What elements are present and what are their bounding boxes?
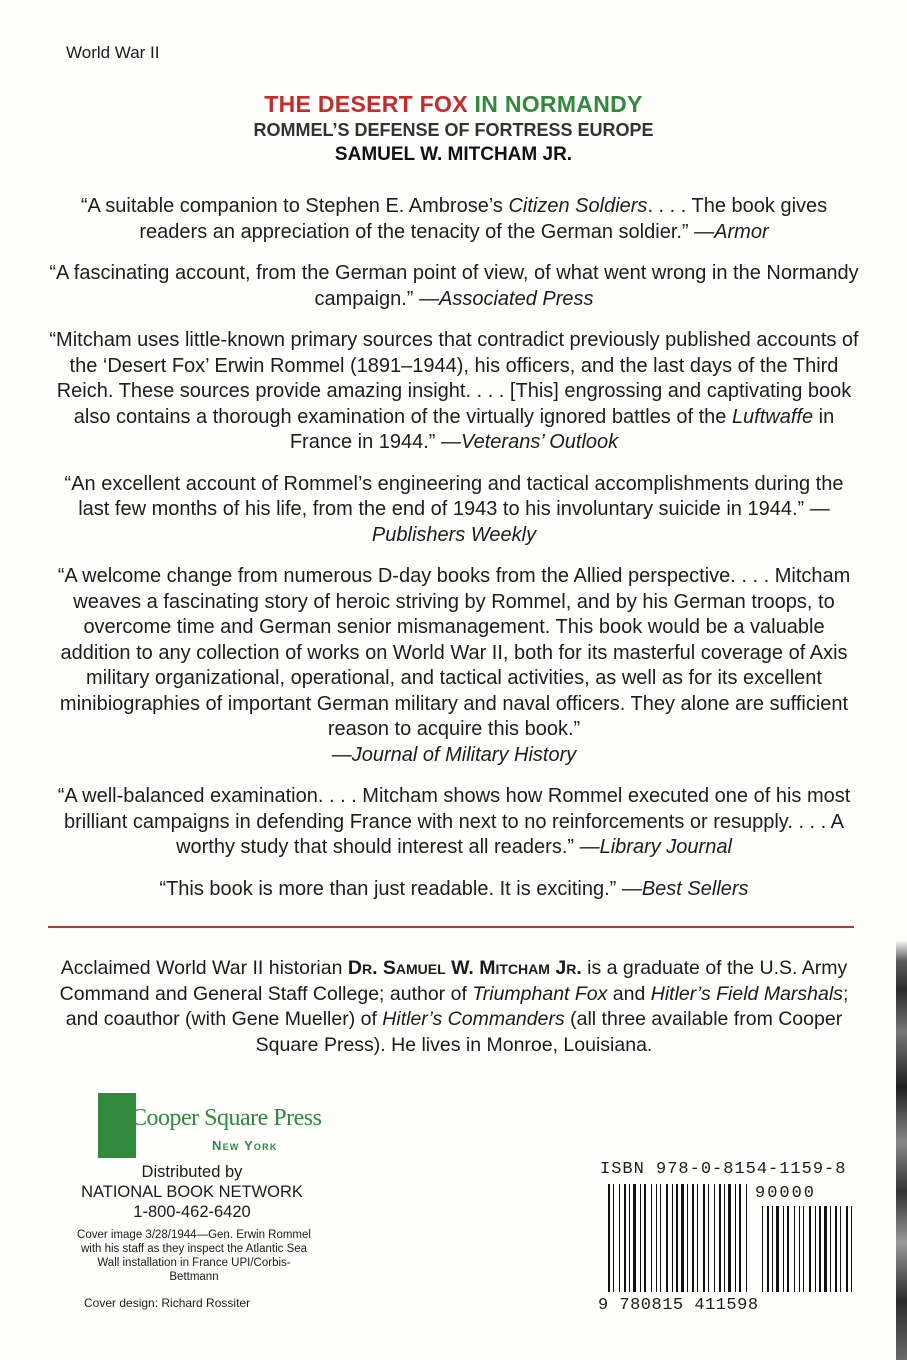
barcode-bar [846, 1206, 848, 1292]
review-quote: “A welcome change from numerous D-day books from the Allied perspective. . . . Mitcham weaves a fascinating story of heroic striving by Rommel, and by his German troops, to overcome time and German senior mismanagement. This book would be a valuable addition to any collection of works on World War II, both for its masterful coverage of Axis military organizational, operational, and tactical activities, as well as for its excellent minibiographies of important German military and naval officers. They alone are sufficient reason to acquire this book.” —Journal of Military History [48, 564, 860, 768]
barcode-number: 9 780815 411598 [598, 1296, 759, 1315]
barcode-bar [783, 1206, 784, 1292]
bio-author-name: Dr. Samuel W. Mitcham Jr. [347, 957, 582, 979]
review-quote: “This book is more than just readable. It is exciting.” —Best Sellers [159, 877, 749, 900]
quote-attribution: —Best Sellers [621, 877, 749, 900]
barcode-bar [703, 1184, 705, 1292]
barcode-bar [824, 1206, 827, 1292]
book-author: SAMUEL W. MITCHAM JR. [334, 144, 573, 165]
barcode-bar [660, 1184, 661, 1292]
author-bio: Acclaimed World War II historian Dr. Samuel W. Mitcham Jr. is a graduate of the U.S. Army Command and General Staff College; author of Triumphant Fox and Hitler’s Field Marshals; and coauthor (with Gene Mueller) of Hitler’s Commanders (all three available from Cooper Square Press). He lives in Monroe, Louisiana. [59, 957, 849, 1056]
barcode-bar [619, 1184, 620, 1292]
book-title [0, 90, 907, 118]
cover-image-credit: Cover image 3/28/1944—Gen. Erwin Rommel with his staff as they inspect the Atlantic Sea Wall installation in France UPI/Corbis-Bettmann [77, 1229, 311, 1283]
barcode-bar [728, 1184, 731, 1292]
publisher-city: New York [212, 1138, 278, 1153]
barcode-bar [739, 1184, 741, 1292]
barcode-bar [672, 1184, 673, 1292]
barcode-bar [624, 1184, 626, 1292]
title-part-red: THE DESERT FOX [264, 91, 475, 117]
quote-attribution: —Veterans’ Outlook [441, 431, 619, 453]
barcode-bar [787, 1206, 789, 1292]
publisher-logo [98, 1093, 322, 1158]
review-quotes [48, 194, 860, 918]
publisher-name: Cooper Square Press [131, 1105, 322, 1131]
distribution-info: Distributed by NATIONAL BOOK NETWORK 1-800-462-6420 [81, 1163, 303, 1221]
barcode-bar [803, 1206, 804, 1292]
title-part-green: IN NORMANDY [474, 91, 643, 117]
barcode-bar [762, 1206, 763, 1292]
barcode-bar [613, 1184, 614, 1292]
barcode-bar [851, 1206, 852, 1292]
barcode-bar [724, 1184, 725, 1292]
barcode-bar [656, 1184, 657, 1292]
review-quote: “A fascinating account, from the German point of view, of what went wrong in the Normandy campaign.” —Associated Press [49, 262, 859, 310]
barcode-bar [719, 1184, 721, 1292]
barcode-bar [746, 1184, 747, 1292]
barcode-bar [809, 1206, 811, 1292]
barcode-bar [835, 1206, 837, 1292]
category-label: World War II [66, 43, 160, 62]
barcode-bar [714, 1184, 715, 1292]
barcode-bar [692, 1184, 694, 1292]
book-subtitle: ROMMEL’S DEFENSE OF FORTRESS EUROPE [253, 120, 654, 140]
barcode-bar [651, 1184, 652, 1292]
barcode-bar [629, 1184, 630, 1292]
quote-attribution: —Armor [694, 220, 769, 243]
barcode-bar [644, 1184, 646, 1292]
price-code: 90000 [755, 1184, 817, 1203]
barcode-bar [608, 1184, 610, 1292]
title-block [0, 90, 907, 168]
cover-design-credit: Cover design: Richard Rossiter [84, 1296, 251, 1310]
barcode-bar [794, 1206, 795, 1292]
barcode-bar [640, 1184, 641, 1292]
review-quote: “A well-balanced examination. . . . Mitcham shows how Rommel executed one of his most brilliant campaigns in defending France with next to no reinforcements or resupply. . . . A worthy study that should interest all readers.” —Library Journal [57, 785, 851, 858]
barcode-bar [776, 1206, 779, 1292]
barcode-bar [708, 1184, 709, 1292]
barcode-bar [830, 1206, 831, 1292]
review-quote: “Mitcham uses little-known primary sources that contradict previously published accounts of the ‘Desert Fox’ Erwin Rommel (1891–1944), his officers, and the last days of the Third Reich. These sources provide amazing insight. . . . [This] engrossing and captivating book also contains a thorough examination of the virtually ignored battles of the Luftwaffe in France in 1944.” —Veterans’ Outlook [49, 329, 859, 453]
barcode-bar [767, 1206, 769, 1292]
barcode-bar [697, 1184, 698, 1292]
quote-attribution: —Publishers Weekly [371, 498, 830, 546]
barcode-bar [687, 1184, 688, 1292]
isbn-label: ISBN 978-0-8154-1159-8 [600, 1160, 847, 1179]
barcode-bar [633, 1184, 636, 1292]
barcode-bar [735, 1184, 736, 1292]
barcode-bar [772, 1206, 773, 1292]
quote-attribution: —Library Journal [579, 836, 732, 858]
quote-attribution: —Journal of Military History [331, 743, 577, 766]
barcode-bar [819, 1206, 821, 1292]
barcode-bar [799, 1206, 800, 1292]
review-quote: “An excellent account of Rommel’s engineering and tactical accomplishments during the last few months of his life, from the end of 1943 to his involuntary suicide in 1944.” —Publishers Weekly [64, 472, 844, 546]
barcode-bar [666, 1184, 668, 1292]
quote-attribution: —Associated Press [418, 287, 594, 310]
section-divider [48, 926, 854, 928]
barcode-bar [681, 1184, 684, 1292]
barcode-bar [840, 1206, 841, 1292]
barcode-bar [676, 1184, 678, 1292]
barcode-bar [815, 1206, 816, 1292]
review-quote: “A suitable companion to Stephen E. Ambrose’s Citizen Soldiers. . . . The book gives readers an appreciation of the tenacity of the German soldier.” —Armor [80, 195, 828, 243]
page-edge-shadow [896, 940, 907, 1360]
